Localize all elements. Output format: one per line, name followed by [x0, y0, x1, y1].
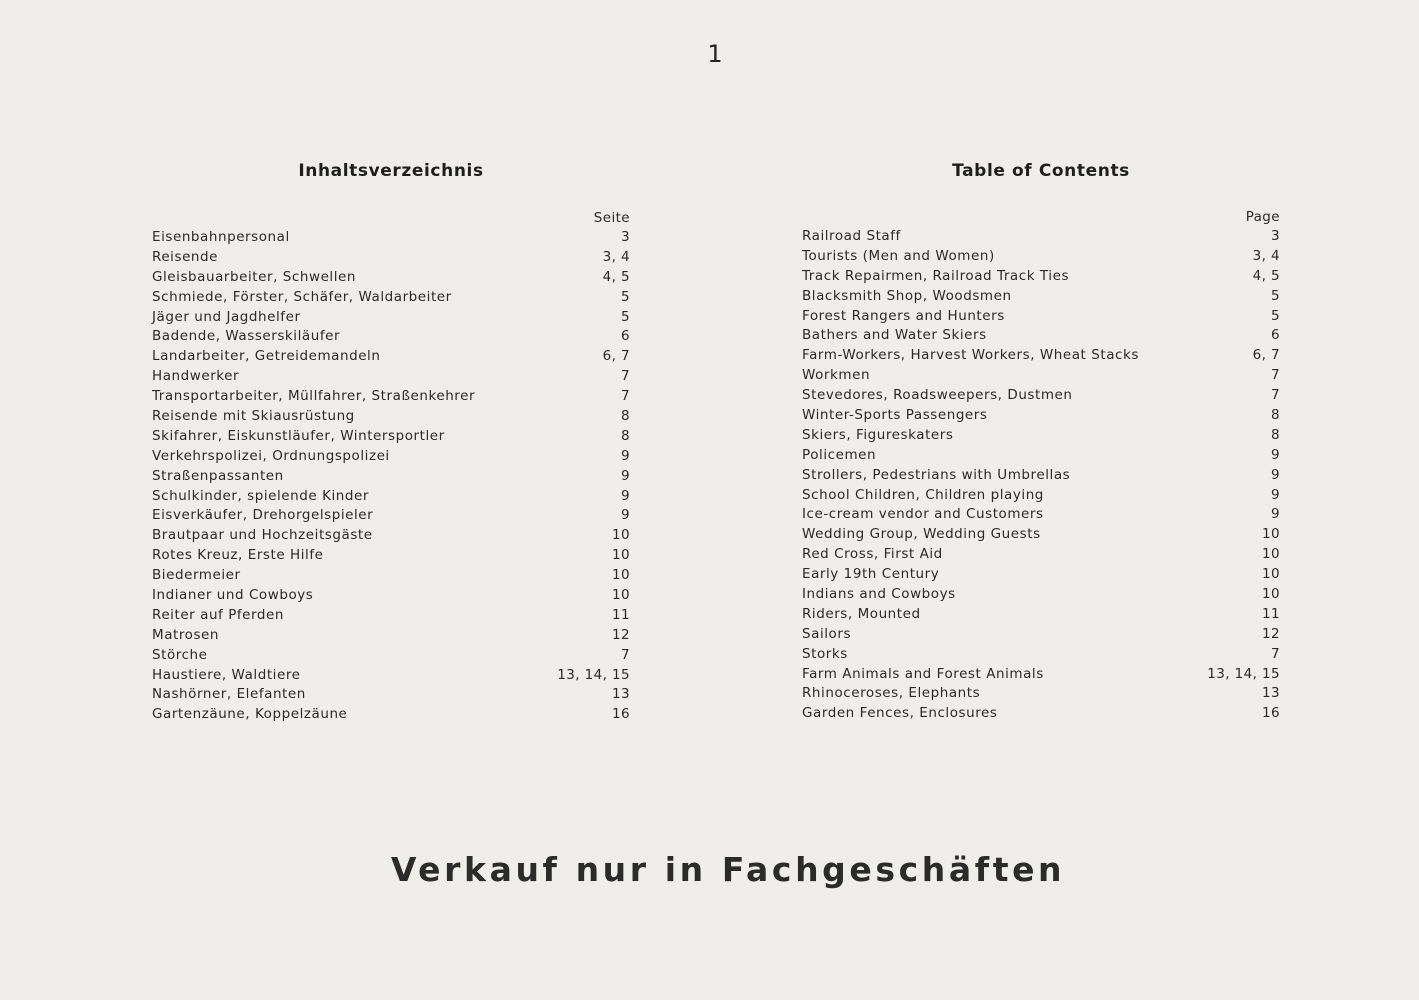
toc-entry — [802, 247, 1280, 267]
toc-entry-page: 6 — [621, 328, 630, 345]
toc-entry-label: Biedermeier — [152, 567, 241, 584]
toc-entry-label: Bathers and Water Skiers — [802, 327, 987, 344]
toc-entry-label: Storks — [802, 645, 848, 662]
toc-entry — [802, 525, 1280, 545]
toc-entry-label: Gartenzäune, Koppelzäune — [152, 706, 348, 723]
toc-entry-label: Farm Animals and Forest Animals — [802, 665, 1044, 682]
toc-entry-page: 9 — [1271, 446, 1280, 463]
toc-entry — [152, 288, 630, 308]
toc-entry-label: Badende, Wasserskiläufer — [152, 328, 341, 345]
toc-entry-label: Reisende — [152, 248, 219, 265]
toc-entry-label: Winter-Sports Passengers — [802, 407, 988, 424]
toc-entry-label: Workmen — [802, 367, 871, 384]
toc-entry — [152, 646, 630, 666]
toc-entry-page: 5 — [621, 308, 630, 325]
toc-entry — [802, 287, 1280, 307]
toc-entry-page: 11 — [1262, 605, 1280, 622]
toc-entry-page: 9 — [621, 467, 630, 484]
toc-entry-label: Railroad Staff — [802, 228, 901, 244]
toc-entry — [152, 526, 630, 546]
toc-title-german: Inhaltsverzeichnis — [298, 161, 484, 181]
toc-entry-page: 13, 14, 15 — [557, 666, 630, 683]
toc-entry-page: 6 — [1271, 327, 1280, 344]
toc-entry-page: 9 — [1271, 486, 1280, 503]
toc-entry-label: Schmiede, Förster, Schäfer, Waldarbeiter — [152, 288, 452, 305]
toc-entry-page: 9 — [621, 487, 630, 504]
toc-entry-page: 4, 5 — [602, 268, 630, 285]
toc-entry — [152, 248, 630, 268]
toc-entry-page: 16 — [612, 706, 630, 723]
toc-entry-page: 16 — [1262, 705, 1280, 722]
toc-entry-page: 10 — [1262, 546, 1280, 563]
toc-entries-english — [802, 227, 1280, 724]
toc-entry — [152, 347, 630, 367]
toc-entry — [802, 267, 1280, 287]
toc-entry-page: 13 — [1262, 685, 1280, 702]
toc-entry-page: 6, 7 — [602, 348, 630, 365]
toc-entry-page: 10 — [1262, 566, 1280, 583]
toc-entry — [802, 625, 1280, 645]
toc-entry — [802, 605, 1280, 625]
toc-entries-german — [152, 228, 630, 725]
toc-entry-label: Nashörner, Elefanten — [152, 686, 306, 703]
toc-entry-page: 8 — [1271, 407, 1280, 424]
toc-entry-label: Transportarbeiter, Müllfahrer, Straßenkehrer — [152, 388, 476, 405]
toc-entry — [152, 506, 630, 526]
toc-entry — [152, 705, 630, 725]
toc-entry-label: Reisende mit Skiausrüstung — [152, 408, 355, 425]
toc-entry-page: 7 — [1271, 645, 1280, 662]
toc-entry-label: School Children, Children playing — [802, 486, 1044, 503]
toc-entry-page: 13 — [612, 686, 630, 703]
toc-entry-page: 3 — [1271, 228, 1280, 244]
toc-entry — [802, 665, 1280, 685]
toc-entry — [152, 487, 630, 507]
toc-entry-page: 9 — [1271, 466, 1280, 483]
toc-entry — [802, 486, 1280, 506]
toc-entry-label: Skiers, Figureskaters — [802, 426, 954, 443]
toc-entry-label: Stevedores, Roadsweepers, Dustmen — [802, 387, 1073, 404]
toc-entry-page: 10 — [612, 587, 630, 604]
toc-entry-label: Haustiere, Waldtiere — [152, 666, 301, 683]
toc-english — [802, 158, 1280, 724]
toc-entry-page: 13, 14, 15 — [1207, 665, 1280, 682]
toc-entry-page: 8 — [621, 408, 630, 425]
toc-entry-page: 8 — [1271, 426, 1280, 443]
toc-entry-label: Garden Fences, Enclosures — [802, 705, 998, 722]
page-column-header-german: Seite — [593, 210, 630, 226]
toc-entry-label: Rhinoceroses, Elephants — [802, 685, 981, 702]
toc-entry — [802, 307, 1280, 327]
toc-entry-label: Matrosen — [152, 626, 220, 643]
toc-entry-page: 3 — [621, 229, 630, 245]
toc-entry-label: Policemen — [802, 446, 877, 463]
toc-entry-label: Early 19th Century — [802, 566, 940, 583]
toc-entry — [152, 228, 630, 248]
toc-entry — [802, 505, 1280, 525]
toc-entry — [802, 565, 1280, 585]
toc-entry-label: Landarbeiter, Getreidemandeln — [152, 348, 381, 365]
toc-title-english: Table of Contents — [952, 161, 1130, 181]
toc-entry — [152, 367, 630, 387]
toc-german — [152, 158, 630, 725]
toc-entry-label: Brautpaar und Hochzeitsgäste — [152, 527, 373, 544]
toc-entry-page: 7 — [621, 388, 630, 405]
toc-entry — [802, 227, 1280, 247]
toc-entry — [152, 626, 630, 646]
toc-entry-page: 9 — [1271, 506, 1280, 523]
toc-entry-page: 5 — [621, 288, 630, 305]
toc-entry-label: Rotes Kreuz, Erste Hilfe — [152, 547, 324, 564]
toc-entry — [802, 366, 1280, 386]
page-number: 1 — [707, 40, 723, 68]
toc-entry-label: Tourists (Men and Women) — [802, 247, 995, 264]
toc-entry-page: 4, 5 — [1252, 267, 1280, 284]
toc-entry — [152, 427, 630, 447]
toc-entry — [802, 466, 1280, 486]
toc-entry — [152, 407, 630, 427]
toc-entry — [152, 546, 630, 566]
toc-entry-label: Indianer und Cowboys — [152, 587, 314, 604]
toc-entry-label: Gleisbauarbeiter, Schwellen — [152, 268, 356, 285]
toc-entry — [802, 326, 1280, 346]
toc-entry-page: 10 — [1262, 526, 1280, 543]
toc-entry-label: Track Repairmen, Railroad Track Ties — [802, 267, 1070, 284]
toc-entry-page: 10 — [612, 567, 630, 584]
toc-entry-label: Forest Rangers and Hunters — [802, 307, 1005, 324]
toc-entry-label: Blacksmith Shop, Woodsmen — [802, 287, 1012, 304]
toc-entry — [152, 447, 630, 467]
toc-entry-page: 11 — [612, 606, 630, 623]
toc-entry — [152, 327, 630, 347]
toc-entry — [152, 467, 630, 487]
toc-entry-label: Jäger und Jagdhelfer — [152, 308, 301, 325]
toc-entry — [152, 308, 630, 328]
toc-entry-page: 10 — [612, 527, 630, 544]
toc-entry-label: Sailors — [802, 625, 852, 642]
toc-entry-label: Riders, Mounted — [802, 605, 921, 622]
toc-entry — [802, 684, 1280, 704]
toc-entry — [802, 406, 1280, 426]
toc-entry — [802, 346, 1280, 366]
toc-entry — [802, 386, 1280, 406]
toc-entry — [152, 268, 630, 288]
toc-entry-label: Reiter auf Pferden — [152, 606, 284, 623]
toc-entry — [802, 704, 1280, 724]
toc-entry-page: 3, 4 — [602, 248, 630, 265]
toc-entry — [152, 685, 630, 705]
toc-entry-page: 10 — [612, 547, 630, 564]
toc-entry-page: 7 — [621, 368, 630, 385]
toc-entry — [802, 645, 1280, 665]
toc-entry-label: Verkehrspolizei, Ordnungspolizei — [152, 447, 390, 464]
toc-entry-label: Farm-Workers, Harvest Workers, Wheat Stacks — [802, 347, 1139, 364]
toc-entry-page: 7 — [1271, 387, 1280, 404]
toc-entry-page: 12 — [1262, 625, 1280, 642]
toc-entry-label: Wedding Group, Wedding Guests — [802, 526, 1041, 543]
toc-entry — [152, 566, 630, 586]
toc-entry — [802, 426, 1280, 446]
toc-entry-page: 7 — [621, 646, 630, 663]
toc-entry-label: Red Cross, First Aid — [802, 546, 943, 563]
toc-entry — [152, 586, 630, 606]
toc-entry-label: Schulkinder, spielende Kinder — [152, 487, 369, 504]
toc-entry-page: 9 — [621, 447, 630, 464]
toc-entry-page: 5 — [1271, 307, 1280, 324]
toc-entry-page: 12 — [612, 626, 630, 643]
toc-entry — [152, 606, 630, 626]
toc-entry — [802, 446, 1280, 466]
toc-entry-label: Skifahrer, Eiskunstläufer, Wintersportler — [152, 427, 445, 444]
toc-entry — [152, 666, 630, 686]
toc-entry-label: Straßenpassanten — [152, 467, 284, 484]
toc-entry-label: Strollers, Pedestrians with Umbrellas — [802, 466, 1071, 483]
toc-entry — [152, 387, 630, 407]
toc-entry-page: 8 — [621, 427, 630, 444]
toc-entry-label: Störche — [152, 646, 208, 663]
toc-entry-page: 9 — [621, 507, 630, 524]
toc-entry-label: Indians and Cowboys — [802, 586, 956, 603]
toc-entry-label: Ice-cream vendor and Customers — [802, 506, 1044, 523]
toc-entry-page: 6, 7 — [1252, 347, 1280, 364]
page-column-header-english: Page — [1245, 209, 1280, 225]
toc-entry-page: 3, 4 — [1252, 247, 1280, 264]
toc-entry-page: 10 — [1262, 586, 1280, 603]
toc-entry-label: Eisverkäufer, Drehorgelspieler — [152, 507, 374, 524]
toc-entry-page: 5 — [1271, 287, 1280, 304]
toc-entry — [802, 585, 1280, 605]
toc-entry-page: 7 — [1271, 367, 1280, 384]
toc-entry-label: Handwerker — [152, 368, 240, 385]
toc-entry-label: Eisenbahnpersonal — [152, 229, 290, 245]
toc-entry — [802, 545, 1280, 565]
footer-notice: Verkauf nur in Fachgeschäften — [390, 850, 1066, 889]
